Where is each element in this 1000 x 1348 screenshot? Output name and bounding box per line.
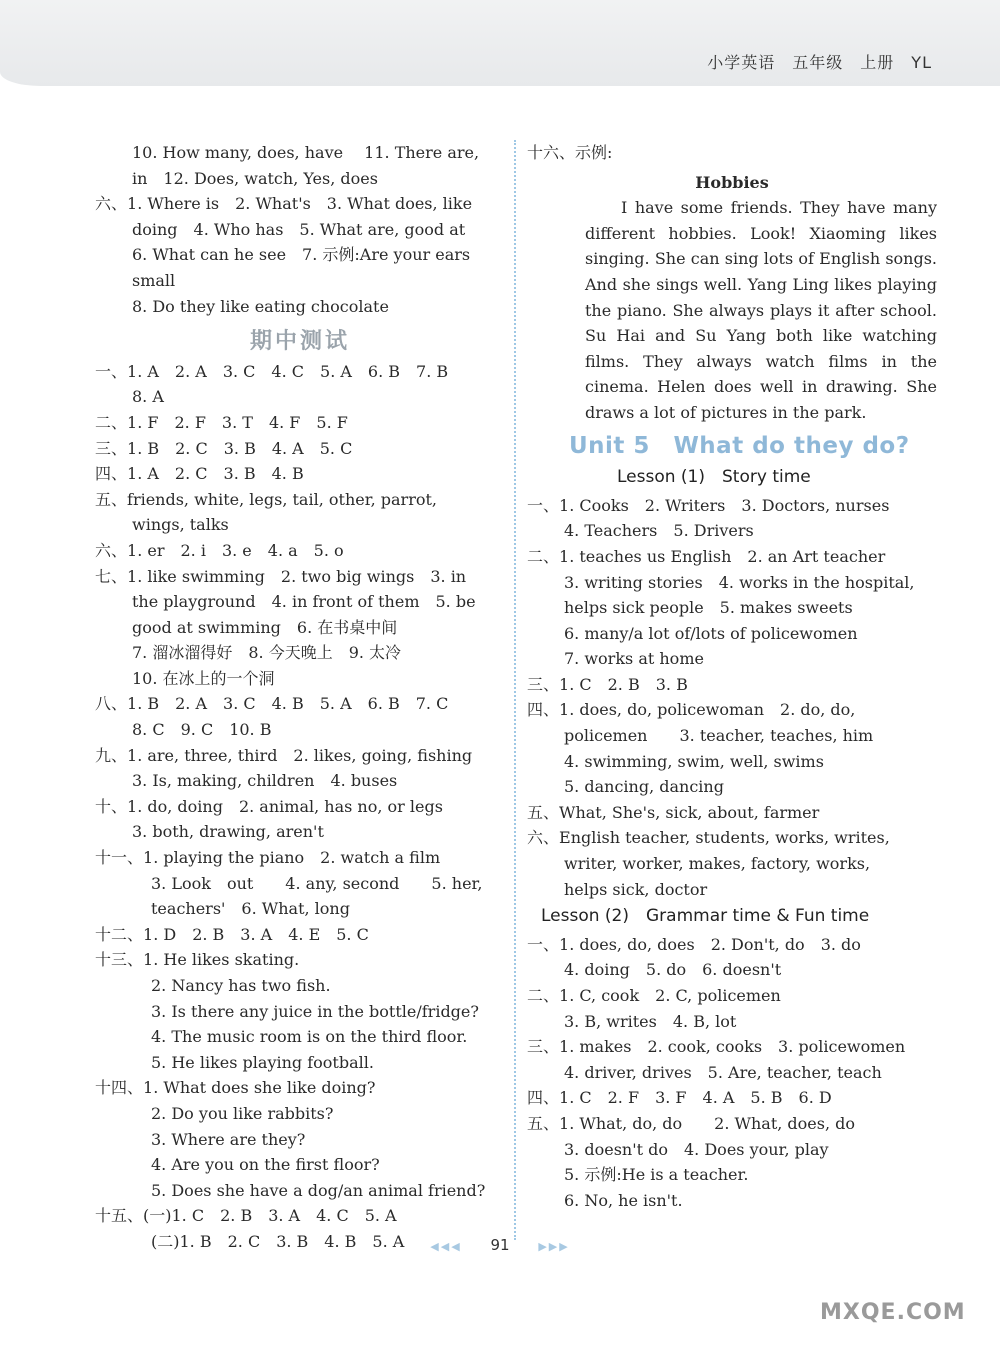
- question-number: 五、: [527, 1113, 560, 1133]
- answer-line: 3. B, writes 4. B, lot: [564, 1011, 737, 1031]
- left-column: [95, 140, 505, 1255]
- answer-line: 4. doing 5. do 6. doesn't: [564, 960, 782, 980]
- answer-line: 1. What does she like doing?: [143, 1078, 376, 1098]
- answer-line: 2. Nancy has two fish.: [151, 976, 331, 995]
- question-number: 十五、: [95, 1206, 144, 1226]
- lesson1-item: [527, 825, 937, 851]
- lesson1-item: [527, 800, 937, 826]
- answer-line: 8. A: [132, 387, 164, 407]
- lesson2-item: [527, 1085, 937, 1111]
- answer-line: 1. D 2. B 3. A 4. E 5. C: [143, 924, 369, 944]
- answer-line: 3. both, drawing, aren't: [132, 822, 324, 842]
- question-number: 二、: [527, 546, 560, 566]
- midterm-item: [95, 922, 505, 948]
- lesson1-item: [527, 493, 937, 519]
- question-number: 一、: [527, 934, 560, 954]
- answer-line: good at swimming 6. 在书桌中间: [132, 617, 398, 637]
- page-footer: [0, 1236, 1000, 1254]
- answer-line: 3. Where are they?: [151, 1129, 306, 1149]
- lesson1-item: [527, 544, 937, 570]
- answer-line: 5. 示例:He is a teacher.: [564, 1165, 749, 1185]
- answer-line: 3. Look out 4. any, second 5. her,: [151, 873, 483, 893]
- answer-line: 1. does, do, does 2. Don't, do 3. do: [559, 934, 861, 954]
- answer-line: 1. C, cook 2. C, policemen: [559, 986, 781, 1005]
- answer-line: 1. teaches us English 2. an Art teacher: [559, 546, 886, 566]
- answer-line: 1. B 2. C 3. B 4. A 5. C: [127, 438, 353, 458]
- answer-line: 1. are, three, third 2. likes, going, fishing: [127, 745, 473, 765]
- answer-line: 6. What can he see 7. 示例:Are your ears small: [132, 245, 476, 290]
- answer-line: 2. Do you like rabbits?: [151, 1103, 334, 1123]
- answer-line: 1. What, do, do 2. What, does, do: [559, 1113, 856, 1133]
- answer-line: 4. driver, drives 5. Are, teacher, teach: [564, 1062, 882, 1082]
- lesson2-item: [527, 983, 937, 1009]
- answer-line: 1. A 2. A 3. C 4. C 5. A 6. B 7. B: [127, 361, 449, 381]
- answer-line: wings, talks: [132, 515, 229, 535]
- answer-line: 10. How many, does, have 11. There are,: [132, 143, 480, 162]
- sample-label: 十六、示例:: [527, 143, 613, 162]
- answer-line: 7. works at home: [564, 649, 704, 669]
- question-number: 一、: [95, 361, 128, 381]
- question-number: 六、: [95, 194, 128, 214]
- question-number: 十一、: [95, 848, 144, 868]
- answer-line: 3. writing stories 4. works in the hospital,: [564, 572, 915, 592]
- answer-line: 1. He likes skating.: [143, 950, 300, 970]
- question-number: 十三、: [95, 950, 144, 970]
- question-number: 七、: [95, 566, 128, 586]
- answer-line: 4. swimming, swim, well, swims: [564, 751, 824, 771]
- answer-line: 4. Are you on the first floor?: [151, 1155, 380, 1175]
- unit-title: Unit 5 What do they do?: [569, 432, 910, 459]
- question-number: 一、: [527, 495, 560, 515]
- question-number: 二、: [527, 986, 560, 1005]
- answer-line: 1. does, do, policewoman 2. do, do,: [559, 700, 856, 720]
- lesson1-item: [527, 697, 937, 723]
- answer-line: English teacher, students, works, writes,: [559, 828, 890, 848]
- midterm-item: [95, 691, 505, 717]
- midterm-item: [95, 1203, 505, 1229]
- midterm-item: [95, 359, 505, 385]
- answer-line: the playground 4. in front of them 5. be: [132, 592, 476, 612]
- midterm-item: [95, 461, 505, 487]
- answer-line: doing 4. Who has 5. What are, good at: [132, 219, 466, 239]
- question-number: 九、: [95, 745, 128, 765]
- question-number: 六、: [527, 828, 560, 848]
- answer-line: 1. do, doing 2. animal, has no, or legs: [127, 796, 443, 816]
- midterm-item: [95, 410, 505, 436]
- answer-line: 1. F 2. F 3. T 4. F 5. F: [127, 412, 348, 432]
- right-column: [527, 140, 937, 1213]
- answer-line: 4. The music room is on the third floor.: [151, 1027, 468, 1047]
- question-number: 四、: [527, 1088, 560, 1108]
- answer-line: 6. many/a lot of/lots of policewomen: [564, 623, 858, 643]
- answer-line: 1. er 2. i 3. e 4. a 5. o: [127, 540, 344, 560]
- answer-line: friends, white, legs, tail, other, parrot,: [127, 489, 437, 509]
- answer-line: policemen 3. teacher, teaches, him: [564, 726, 874, 746]
- answer-line: in 12. Does, watch, Yes, does: [132, 168, 378, 188]
- section-six-item: [95, 191, 505, 217]
- answer-line: (二)1. B 2. C 3. B 4. B 5. A: [151, 1231, 405, 1251]
- answer-line: 1. C 2. F 3. F 4. A 5. B 6. D: [559, 1088, 832, 1108]
- page-number: 91: [490, 1236, 510, 1254]
- midterm-item: [95, 487, 505, 513]
- answer-line: 10. 在冰上的一个洞: [132, 668, 275, 688]
- header-band: [0, 0, 1000, 86]
- answer-line: helps sick, doctor: [564, 879, 708, 899]
- answer-line: 5. Does she have a dog/an animal friend?: [151, 1180, 486, 1200]
- midterm-item: [95, 1075, 505, 1101]
- next-arrows-icon: ▶▶▶: [538, 1240, 570, 1253]
- question-number: 四、: [95, 464, 128, 484]
- question-number: 五、: [527, 802, 560, 822]
- answer-line: 4. Teachers 5. Drivers: [564, 521, 754, 541]
- page-header-title: 小学英语 五年级 上册 YL: [707, 53, 932, 72]
- answer-line: 1. makes 2. cook, cooks 3. policewomen: [559, 1037, 906, 1057]
- question-number: 五、: [95, 489, 128, 509]
- lesson-1-title: Lesson (1) Story time: [617, 467, 811, 488]
- answer-line: helps sick people 5. makes sweets: [564, 598, 853, 618]
- answer-line: 1. like swimming 2. two big wings 3. in: [127, 566, 467, 586]
- question-number: 二、: [95, 412, 128, 432]
- midterm-item: [95, 436, 505, 462]
- lesson1-item: [527, 672, 937, 698]
- answer-line: 1. playing the piano 2. watch a film: [143, 848, 441, 868]
- answer-line: 8. Do they like eating chocolate: [132, 296, 389, 316]
- question-number: 十、: [95, 796, 128, 816]
- lesson2-item: [527, 932, 937, 958]
- question-number: 四、: [527, 700, 560, 720]
- answer-line: writer, worker, makes, factory, works,: [564, 854, 871, 874]
- question-number: 十二、: [95, 924, 144, 944]
- midterm-item: [95, 794, 505, 820]
- column-divider: [514, 140, 516, 1240]
- answer-line: 1. C 2. B 3. B: [559, 674, 688, 694]
- answer-line: 3. Is, making, children 4. buses: [132, 771, 398, 791]
- answer-line: 5. He likes playing football.: [151, 1052, 374, 1072]
- midterm-item: [95, 743, 505, 769]
- answer-line: 8. C 9. C 10. B: [132, 720, 272, 740]
- answer-line: (一)1. C 2. B 3. A 4. C 5. A: [143, 1206, 397, 1226]
- question-number: 六、: [95, 540, 128, 560]
- essay-body: I have some friends. They have many different hobbies. Look! Xiaoming likes singing. She can sing lots of English songs. And she sings well. Yang Ling likes playing the piano. She always plays it after school. Su Hai and Su Yang both like watching films. They always watch films in the cinema. Helen does well in drawing. She draws a lot of pictures in the park.: [585, 198, 937, 422]
- midterm-item: [95, 564, 505, 590]
- answer-line: 3. doesn't do 4. Does your, play: [564, 1139, 829, 1159]
- question-number: 三、: [95, 438, 128, 458]
- answer-line: 6. No, he isn't.: [564, 1190, 683, 1210]
- answer-line: What, She's, sick, about, farmer: [559, 802, 820, 822]
- question-number: 三、: [527, 1037, 560, 1057]
- answer-line: 1. Where is 2. What's 3. What does, like: [127, 194, 473, 214]
- midterm-item: [95, 845, 505, 871]
- watermark: MXQE.COM: [820, 1300, 966, 1325]
- essay-title: Hobbies: [695, 172, 769, 192]
- answer-line: 1. B 2. A 3. C 4. B 5. A 6. B 7. C: [127, 694, 449, 714]
- answer-line: 3. Is there any juice in the bottle/fridge?: [151, 1001, 479, 1021]
- answer-line: teachers' 6. What, long: [151, 899, 350, 919]
- lesson2-item: [527, 1034, 937, 1060]
- midterm-title: 期中测试: [249, 329, 350, 355]
- answer-line: 7. 溜冰溜得好 8. 今天晚上 9. 太冷: [132, 643, 402, 663]
- answer-line: 1. A 2. C 3. B 4. B: [127, 464, 304, 484]
- prev-arrows-icon: ◀◀◀: [430, 1240, 462, 1253]
- lesson2-item: [527, 1111, 937, 1137]
- answer-line: 1. Cooks 2. Writers 3. Doctors, nurses: [559, 495, 890, 515]
- question-number: 八、: [95, 694, 128, 714]
- lesson-2-title: Lesson (2) Grammar time & Fun time: [541, 906, 870, 927]
- answer-line: 5. dancing, dancing: [564, 777, 724, 797]
- midterm-item: [95, 947, 505, 973]
- question-number: 三、: [527, 674, 560, 694]
- midterm-item: [95, 538, 505, 564]
- question-number: 十四、: [95, 1078, 144, 1098]
